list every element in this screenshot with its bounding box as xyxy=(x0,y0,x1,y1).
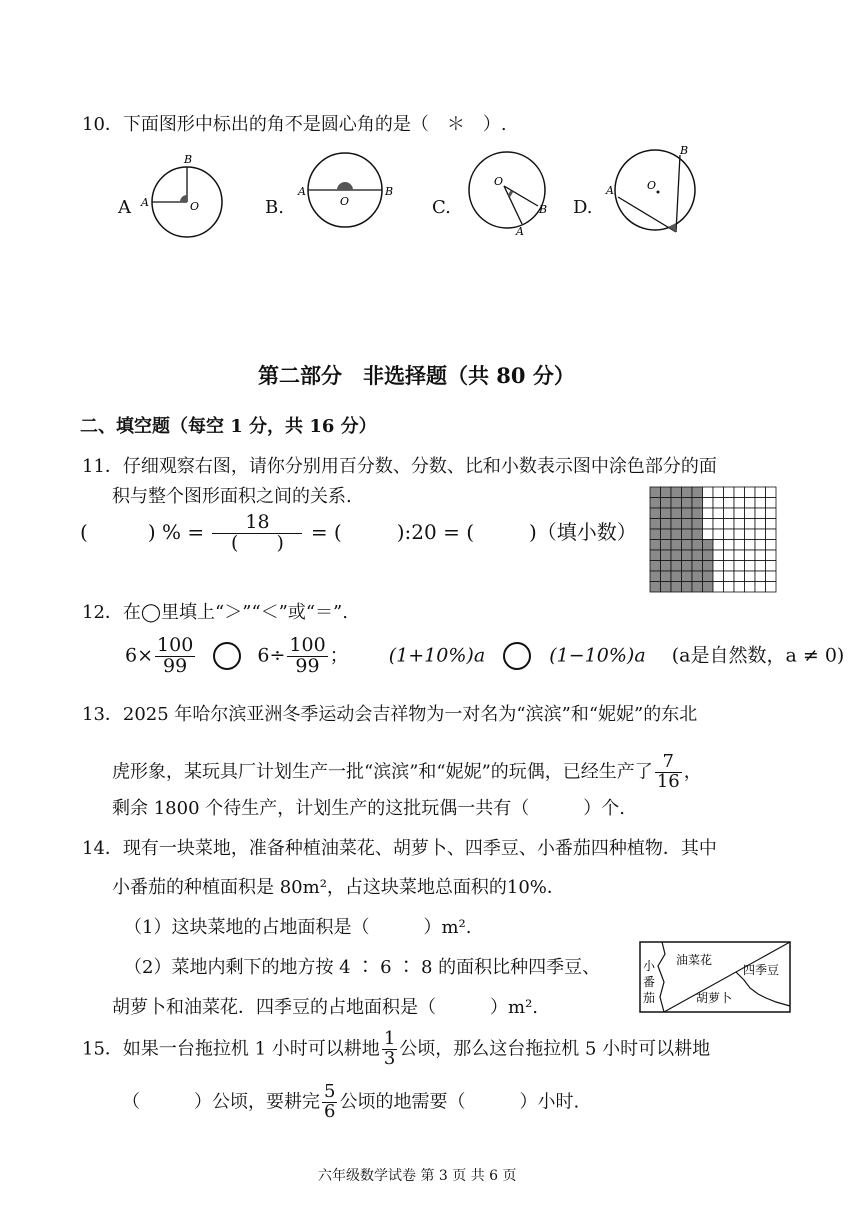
q13-line2-wrap: 虎形象，某玩具厂计划生产一批“滨滨”和“妮妮”的玩偶，已经生产了 $\frac{7}{16}$ ， xyxy=(112,751,702,792)
grid-cell xyxy=(724,508,735,519)
grid-cell xyxy=(766,519,777,530)
grid-cell xyxy=(755,550,766,561)
q13-fraction: $\frac{7}{16}$ xyxy=(656,751,680,792)
grid-cell-shaded xyxy=(682,550,693,561)
grid-cell xyxy=(734,561,745,572)
grid-cell xyxy=(734,508,745,519)
grid-cell-shaded xyxy=(682,561,693,572)
q12-text: 12．在◯里填上“＞”“＜”或“＝”. xyxy=(82,602,348,623)
q11-denominator: ( ) xyxy=(231,531,284,554)
grid-cell-shaded xyxy=(650,498,661,509)
grid-cell xyxy=(703,508,714,519)
grid-cell xyxy=(724,529,735,540)
grid-cell xyxy=(734,529,745,540)
grid-cell-shaded xyxy=(703,540,714,551)
carrot-label: 胡萝卜 xyxy=(696,991,733,1005)
grid-cell xyxy=(703,529,714,540)
grid-cell xyxy=(755,571,766,582)
grid-cell-shaded xyxy=(661,529,672,540)
grid-cell xyxy=(713,487,724,498)
grid-cell-shaded xyxy=(661,540,672,551)
grid-cell-shaded xyxy=(671,550,682,561)
q10-option-c-letter: C. xyxy=(432,197,451,218)
grid-cell xyxy=(755,540,766,551)
q10-option-b-letter: B. xyxy=(265,197,284,218)
label-b: B xyxy=(539,203,548,216)
q15-line2: （ ）公顷，要耕完 $\frac{5}{6}$ 公顷的地需要（ ）小时. xyxy=(122,1081,580,1122)
q14-line2: 小番茄的种植面积是 80m²，占这块菜地总面积的10%． xyxy=(112,877,565,898)
q15-frac-1: $\frac{1}{3}$ xyxy=(383,1028,396,1069)
q12-frac-a: $\frac{100}{99}$ xyxy=(157,634,194,677)
grid-cell-shaded xyxy=(661,508,672,519)
grid-cell xyxy=(713,519,724,530)
grid-cell-shaded xyxy=(671,571,682,582)
grid-cell xyxy=(703,487,714,498)
q12-a-right: 6÷ xyxy=(257,644,286,667)
q11-eq: = ( xyxy=(310,519,342,544)
grid-cell-shaded xyxy=(671,582,682,593)
q12-c-right: (1−10%)a xyxy=(549,644,646,667)
grid-cell xyxy=(713,529,724,540)
q12-semicolon: ； xyxy=(329,644,349,667)
grid-cell xyxy=(766,529,777,540)
compare-circle-2[interactable] xyxy=(503,642,531,670)
label-o: O xyxy=(494,175,504,188)
grid-cell-shaded xyxy=(671,529,682,540)
grid-cell-shaded xyxy=(703,582,714,593)
q12-note: (a是自然数，a ≠ 0) xyxy=(671,644,845,667)
q12-frac-b: $\frac{100}{99}$ xyxy=(289,634,326,677)
grid-cell xyxy=(766,508,777,519)
grid-cell-shaded xyxy=(682,582,693,593)
grid-cell xyxy=(713,540,724,551)
grid-cell-shaded xyxy=(682,519,693,530)
grid-cell xyxy=(713,550,724,561)
q11-shaded-grid xyxy=(650,487,782,617)
q14-line1: 14．现有一块菜地，准备种植油菜花、胡萝卜、四季豆、小番茄四种植物．其中 xyxy=(82,838,717,859)
grid-cell-shaded xyxy=(650,571,661,582)
q11-pct: ) % = xyxy=(147,519,205,544)
grid-cell xyxy=(713,571,724,582)
grid-cell-shaded xyxy=(650,561,661,572)
grid-cell-shaded xyxy=(661,571,672,582)
label-a: A xyxy=(141,196,149,209)
grid-cell-shaded xyxy=(703,550,714,561)
grid-cell xyxy=(734,571,745,582)
grid-cell-shaded xyxy=(671,508,682,519)
part2-title: 第二部分 非选择题（共 80 分） xyxy=(258,363,575,388)
grid-cell-shaded xyxy=(682,487,693,498)
grid-cell-shaded xyxy=(692,540,703,551)
grid-cell-shaded xyxy=(682,540,693,551)
grid-cell xyxy=(766,561,777,572)
q13-line3: 剩余 1800 个待生产，计划生产的这批玩偶一共有（ ）个. xyxy=(112,798,625,819)
grid-cell xyxy=(724,498,735,509)
grid-cell xyxy=(745,529,756,540)
q13-line1: 13．2025 年哈尔滨亚洲冬季运动会吉祥物为一对名为“滨滨”和“妮妮”的东北 xyxy=(82,704,698,725)
grid-cell-shaded xyxy=(692,487,703,498)
q14-sub2b: 胡萝卜和油菜花．四季豆的占地面积是（ ）m². xyxy=(112,997,539,1018)
grid-cell xyxy=(734,550,745,561)
grid-cell-shaded xyxy=(682,498,693,509)
grid-cell-shaded xyxy=(682,508,693,519)
grid-cell-shaded xyxy=(692,582,703,593)
grid-cell-shaded xyxy=(650,508,661,519)
grid-cell-shaded xyxy=(650,550,661,561)
grid-cell-shaded xyxy=(650,487,661,498)
q14-sub1: （1）这块菜地的占地面积是（ ）m². xyxy=(124,917,472,938)
q10-option-a-letter: A xyxy=(118,197,131,218)
grid-cell-shaded xyxy=(692,529,703,540)
grid-cell xyxy=(745,550,756,561)
grid-cell-shaded xyxy=(671,540,682,551)
grid-cell xyxy=(745,582,756,593)
q11-equation xyxy=(80,513,637,554)
label-o: O xyxy=(190,200,200,213)
grid-cell xyxy=(724,550,735,561)
grid-cell xyxy=(734,487,745,498)
label-o: O xyxy=(647,179,657,192)
grid-cell-shaded xyxy=(661,498,672,509)
q11-fraction xyxy=(212,513,302,554)
grid-cell-shaded xyxy=(661,582,672,593)
grid-cell-shaded xyxy=(661,561,672,572)
q10-circle-a xyxy=(140,150,235,245)
grid-cell-shaded xyxy=(661,487,672,498)
grid-cell xyxy=(724,571,735,582)
q15-frac-2: $\frac{5}{6}$ xyxy=(324,1081,336,1122)
q15-line1: 15．如果一台拖拉机 1 小时可以耕地 $\frac{1}{3}$ 公顷，那么这台拖拉机 5 小时可以耕地 xyxy=(82,1028,711,1069)
grid-cell-shaded xyxy=(703,561,714,572)
label-a: A xyxy=(606,184,614,197)
grid-cell xyxy=(755,561,766,572)
q11-open: ( xyxy=(80,519,88,544)
grid-cell xyxy=(755,582,766,593)
grid-cell xyxy=(755,498,766,509)
grid-cell xyxy=(755,529,766,540)
grid-cell xyxy=(745,540,756,551)
q14-sub2a: （2）菜地内剩下的地方按 4 ∶ 6 ∶ 8 的面积比种四季豆、 xyxy=(124,957,601,978)
grid-cell xyxy=(745,487,756,498)
grid-cell xyxy=(724,487,735,498)
grid-cell xyxy=(713,498,724,509)
grid-cell-shaded xyxy=(671,487,682,498)
grid-cell xyxy=(724,540,735,551)
q10-circle-b xyxy=(300,150,400,245)
rape-label: 油菜花 xyxy=(676,953,713,967)
grid-cell-shaded xyxy=(671,519,682,530)
grid-cell xyxy=(713,561,724,572)
grid-cell-shaded xyxy=(692,519,703,530)
q12-a-left: 6× xyxy=(125,644,154,667)
tomato-1: 小 xyxy=(643,959,656,973)
tomato-2: 番 xyxy=(643,975,656,989)
grid-cell-shaded xyxy=(671,498,682,509)
grid-cell-shaded xyxy=(682,529,693,540)
label-b: B xyxy=(385,185,394,198)
grid-cell-shaded xyxy=(650,519,661,530)
grid-cell xyxy=(755,519,766,530)
q11-end: )（填小数） xyxy=(529,519,637,544)
grid-cell xyxy=(745,561,756,572)
grid-cell xyxy=(766,487,777,498)
q13-line2: 虎形象，某玩具厂计划生产一批“滨滨”和“妮妮”的玩偶，已经生产了 xyxy=(112,761,653,783)
grid-cell-shaded xyxy=(661,550,672,561)
label-b: B xyxy=(184,153,193,166)
beans-label: 四季豆 xyxy=(743,963,780,977)
label-o: O xyxy=(340,195,350,208)
grid-cell-shaded xyxy=(650,529,661,540)
grid-cell-shaded xyxy=(703,571,714,582)
grid-cell xyxy=(755,487,766,498)
grid-cell-shaded xyxy=(682,571,693,582)
label-a: A xyxy=(516,225,524,238)
grid-cell xyxy=(734,498,745,509)
grid-cell xyxy=(703,519,714,530)
grid-cell xyxy=(713,582,724,593)
q14-field-diagram xyxy=(640,942,790,1014)
q10-option-d-letter: D. xyxy=(573,197,593,218)
grid-cell xyxy=(703,498,714,509)
q11-line1: 11．仔细观察右图，请你分别用百分数、分数、比和小数表示图中涂色部分的面 xyxy=(82,456,717,477)
grid-cell xyxy=(734,582,745,593)
grid-cell-shaded xyxy=(650,582,661,593)
q11-ratio: ):20 = ( xyxy=(396,519,474,544)
q10-circle-c xyxy=(460,148,560,243)
grid-cell xyxy=(713,508,724,519)
grid-cell-shaded xyxy=(692,498,703,509)
grid-cell xyxy=(766,540,777,551)
grid-cell xyxy=(724,582,735,593)
grid-cell-shaded xyxy=(692,508,703,519)
q12-c-left: (1+10%)a xyxy=(388,644,486,667)
grid-cell xyxy=(734,519,745,530)
grid-cell xyxy=(766,550,777,561)
q11-numerator: 18 xyxy=(212,513,302,534)
q10-circle-d xyxy=(600,142,705,237)
tomato-3: 茄 xyxy=(643,991,656,1005)
label-b: B xyxy=(680,144,689,157)
grid-cell xyxy=(755,508,766,519)
grid-cell xyxy=(745,519,756,530)
grid-cell-shaded xyxy=(692,550,703,561)
label-a: A xyxy=(298,185,306,198)
grid-cell xyxy=(745,498,756,509)
q11-line2: 积与整个图形面积之间的关系. xyxy=(112,486,352,507)
section2-title: 二、填空题（每空 1 分，共 16 分） xyxy=(80,416,377,437)
grid-cell-shaded xyxy=(661,519,672,530)
grid-cell-shaded xyxy=(650,540,661,551)
q10-text: 10．下面图形中标出的角不是圆心角的是（ ＊ ）. xyxy=(82,114,507,135)
grid-cell-shaded xyxy=(692,561,703,572)
grid-cell xyxy=(724,561,735,572)
q12-row xyxy=(125,636,844,677)
grid-cell xyxy=(766,571,777,582)
grid-cell xyxy=(766,582,777,593)
grid-cell xyxy=(745,571,756,582)
grid-cell xyxy=(724,519,735,530)
page-footer: 六年级数学试卷 第 3 页 共 6 页 xyxy=(318,1168,517,1184)
grid-cell-shaded xyxy=(692,571,703,582)
grid-cell xyxy=(766,498,777,509)
grid-cell-shaded xyxy=(671,561,682,572)
compare-circle-1[interactable] xyxy=(213,642,241,670)
grid-cell xyxy=(745,508,756,519)
grid-cell xyxy=(734,540,745,551)
